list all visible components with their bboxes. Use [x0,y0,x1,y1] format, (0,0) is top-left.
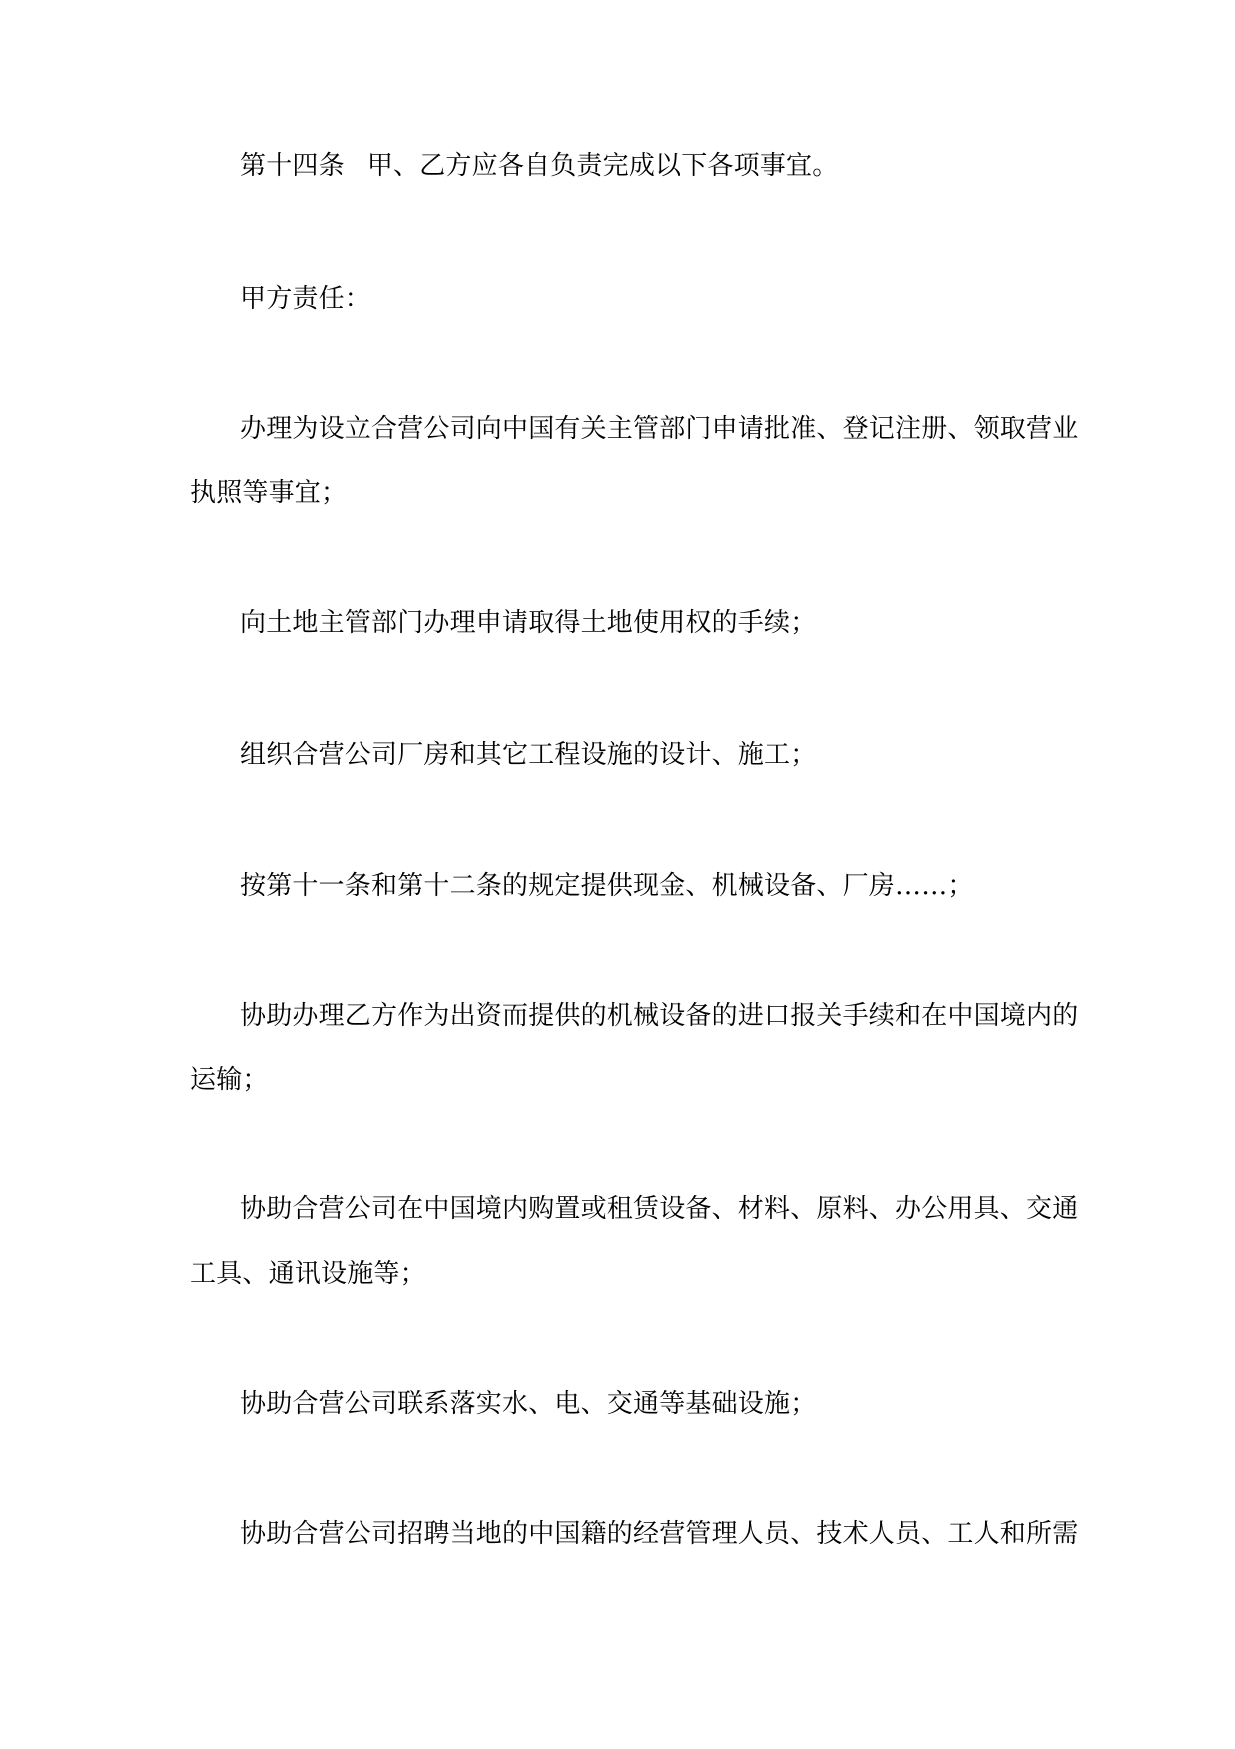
item4: 按第十一条和第十二条的规定提供现金、机械设备、厂房……； [240,871,974,901]
item2: 向土地主管部门办理申请取得土地使用权的手续； [240,608,817,638]
article-14-paragraph [240,150,838,182]
item1-line1: 办理为设立合营公司向中国有关主管部门申请批准、登记注册、领取营业 [240,414,1079,444]
item1-line2: 执照等事宜； [190,478,348,508]
item3: 组织合营公司厂房和其它工程设施的设计、施工； [240,740,817,770]
item8-line1: 协助合营公司招聘当地的中国籍的经营管理人员、技术人员、工人和所需 [240,1519,1079,1549]
item6-line2: 工具、通讯设施等； [190,1259,426,1289]
party-a-heading: 甲方责任： [240,284,372,314]
item7: 协助合营公司联系落实水、电、交通等基础设施； [240,1389,817,1419]
item5-line1: 协助办理乙方作为出资而提供的机械设备的进口报关手续和在中国境内的 [240,1001,1079,1031]
article-heading: 第十四条 [240,151,345,181]
article-text: 甲、乙方应各自负责完成以下各项事宜。 [366,151,839,181]
item5-line2: 运输； [190,1065,269,1095]
item6-line1: 协助合营公司在中国境内购置或租赁设备、材料、原料、办公用具、交通 [240,1194,1079,1224]
